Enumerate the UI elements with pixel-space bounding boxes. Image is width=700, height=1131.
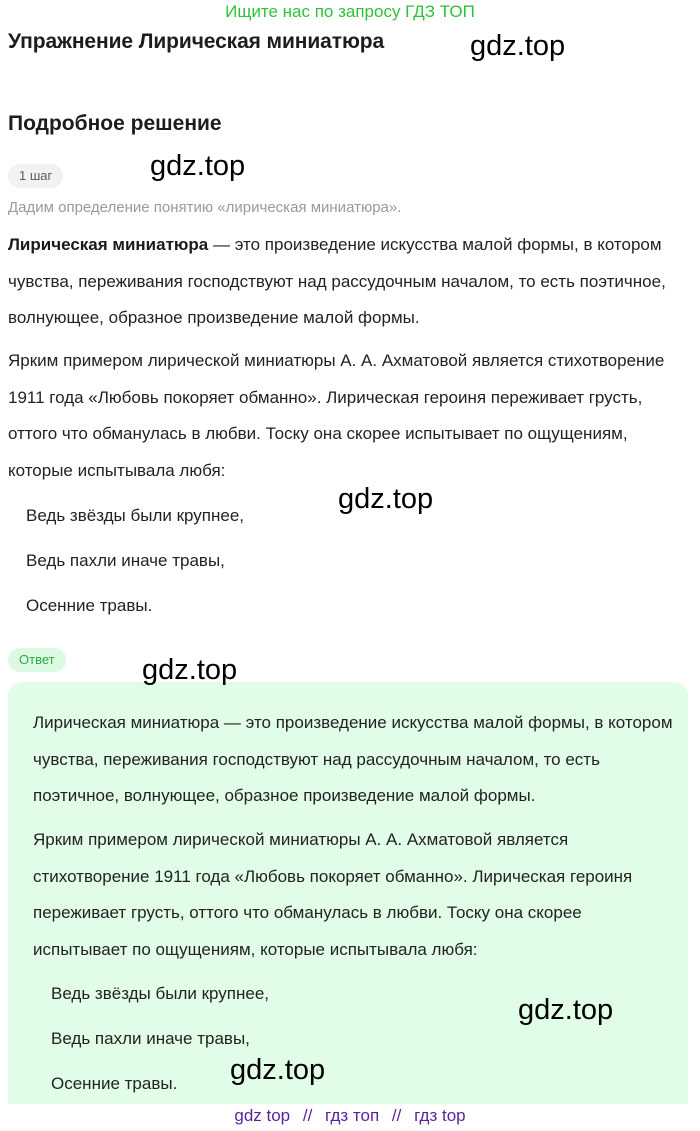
- watermark: gdz.top: [230, 1054, 326, 1086]
- definition-term: Лирическая миниатюра: [8, 235, 209, 254]
- watermark: gdz.top: [470, 30, 566, 62]
- footer-link[interactable]: гдз top: [414, 1106, 466, 1125]
- verse-line: Ведь пахли иначе травы,: [26, 551, 225, 570]
- answer-example-paragraph: Ярким примером лирической миниатюры А. А. Ахматовой является стихотворение 1911 года «Любовь покоряет обманно». Лирическая героиня переживает грусть, оттого что обманулась в любви. Тоску она скорее испытывает по ощущениям, которые испытывала любя:: [33, 830, 633, 959]
- definition-paragraph: [8, 227, 678, 337]
- answer-badge: Ответ: [8, 648, 66, 672]
- footer-links: [0, 1104, 700, 1128]
- page-title: Упражнение Лирическая миниатюра: [8, 30, 385, 53]
- footer-separator: //: [391, 1106, 402, 1125]
- definition-text: — это произведение искусства малой формы, в котором чувства, переживания господствуют над рассудочным началом, то есть поэтичное, волнующее, образное произведение малой формы.: [8, 235, 666, 327]
- step-badge: 1 шаг: [8, 164, 63, 188]
- answer-verse-line: Ведь пахли иначе травы,: [51, 1029, 250, 1048]
- step-intro-text: Дадим определение понятию «лирическая миниатюра».: [8, 199, 402, 216]
- section-title: Подробное решение: [8, 112, 222, 135]
- footer-separator: //: [302, 1106, 313, 1125]
- answer-verse-line: Ведь звёзды были крупнее,: [51, 984, 270, 1003]
- verse-line: Ведь звёзды были крупнее,: [26, 506, 245, 525]
- answer-verse-line: Осенние травы.: [51, 1074, 178, 1093]
- verse-line: Осенние травы.: [26, 596, 153, 615]
- watermark: gdz.top: [338, 483, 434, 515]
- answer-definition-paragraph: Лирическая миниатюра — это произведение искусства малой формы, в котором чувства, переживания господствуют над рассудочным началом, то есть поэтичное, волнующее, образное произведение малой формы.: [33, 713, 673, 805]
- footer-link[interactable]: гдз топ: [325, 1106, 380, 1125]
- search-hint-banner: Ищите нас по запросу ГДЗ ТОП: [225, 2, 475, 21]
- watermark: gdz.top: [518, 994, 614, 1026]
- example-paragraph: Ярким примером лирической миниатюры А. А. Ахматовой является стихотворение 1911 года «Любовь покоряет обманно». Лирическая героиня переживает грусть, оттого что обманулась в любви. Тоску она скорее испытывает по ощущениям, которые испытывала любя:: [8, 351, 665, 480]
- watermark: gdz.top: [142, 654, 238, 686]
- footer-link[interactable]: gdz top: [234, 1106, 291, 1125]
- watermark: gdz.top: [150, 150, 246, 182]
